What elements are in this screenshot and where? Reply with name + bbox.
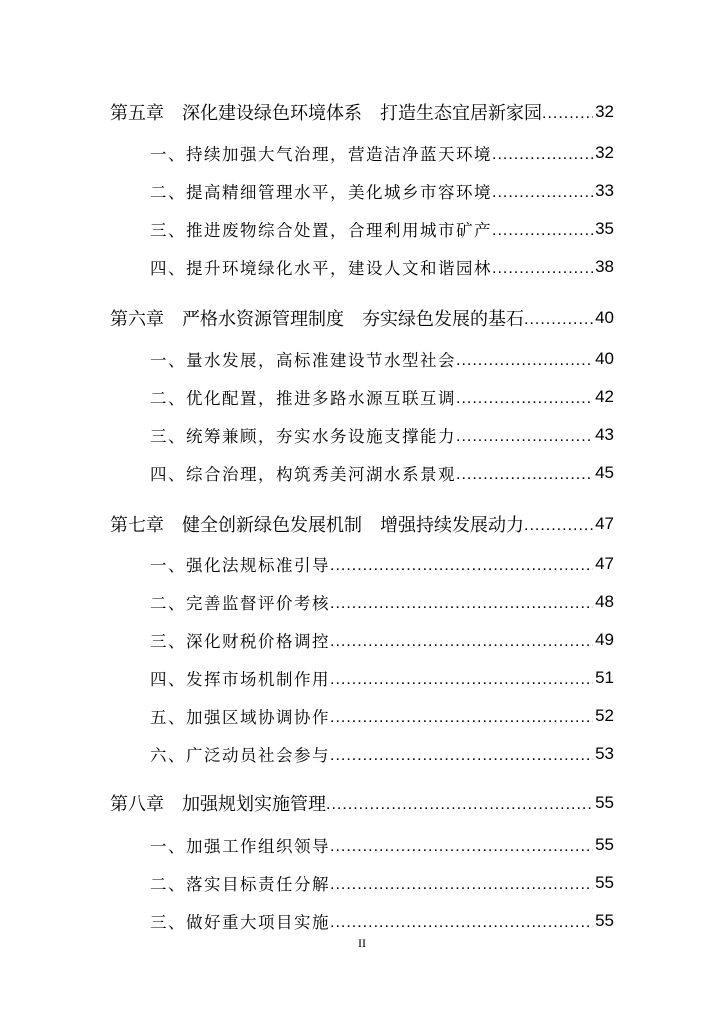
toc-page-number: 51 — [595, 668, 614, 687]
toc-page-number: 40 — [595, 349, 614, 368]
toc-entry-title: 一、持续加强大气治理，营造洁净蓝天环境 — [150, 145, 492, 164]
toc-page-number: 32 — [595, 143, 614, 162]
toc-section[interactable] — [0, 458, 724, 488]
toc-entry-title: 二、落实目标责任分解 — [150, 875, 330, 894]
toc-page-number: 49 — [595, 630, 614, 649]
toc-entry-title: 四、提升环境绿化水平，建设人文和谐园林 — [150, 259, 492, 278]
toc-leader-dots — [542, 102, 593, 122]
toc-section[interactable] — [0, 344, 724, 374]
toc-entry-title: 六、广泛动员社会参与 — [150, 746, 330, 765]
toc-leader-dots — [330, 668, 593, 688]
toc-leader-dots — [524, 308, 593, 328]
toc-leader-dots — [492, 257, 593, 277]
toc-page-number: 45 — [595, 463, 614, 482]
toc-page-number: 33 — [595, 181, 614, 200]
toc-leader-dots — [330, 911, 593, 931]
toc-leader-dots — [330, 873, 593, 893]
toc-section[interactable] — [0, 587, 724, 617]
toc-section[interactable] — [0, 176, 724, 206]
toc-leader-dots — [456, 387, 593, 407]
toc-entry-title: 三、推进废物综合处置，合理利用城市矿产 — [150, 221, 492, 240]
toc-leader-dots — [330, 592, 593, 612]
toc-page-number: 55 — [595, 873, 614, 892]
toc-entry-title: 四、发挥市场机制作用 — [150, 670, 330, 689]
toc-leader-dots — [330, 630, 593, 650]
toc-section[interactable] — [0, 701, 724, 731]
toc-entry-title: 第六章 严格水资源管理制度 夯实绿色发展的基石 — [110, 309, 524, 330]
toc-chapter-7[interactable] — [0, 509, 724, 539]
toc-entry-title: 二、提高精细管理水平，美化城乡市容环境 — [150, 183, 492, 202]
toc-page-number: 52 — [595, 706, 614, 725]
toc-entry-title: 一、加强工作组织领导 — [150, 837, 330, 856]
toc-section[interactable] — [0, 906, 724, 936]
toc-page-number: 55 — [595, 835, 614, 854]
toc-page-number: 32 — [595, 102, 614, 121]
toc-page-number: 48 — [595, 592, 614, 611]
toc-entry-title: 第五章 深化建设绿色环境体系 打造生态宜居新家园 — [110, 103, 542, 124]
toc-page-number: 43 — [595, 425, 614, 444]
toc-entry-title: 第八章 加强规划实施管理 — [110, 794, 326, 815]
toc-leader-dots — [330, 835, 593, 855]
toc-leader-dots — [456, 463, 593, 483]
toc-entry-title: 二、完善监督评价考核 — [150, 594, 330, 613]
toc-chapter-5[interactable] — [0, 97, 724, 127]
toc-section[interactable] — [0, 868, 724, 898]
toc-entry-title: 三、深化财税价格调控 — [150, 632, 330, 651]
toc-section[interactable] — [0, 625, 724, 655]
toc-chapter-6[interactable] — [0, 303, 724, 333]
toc-page-number: 53 — [595, 744, 614, 763]
toc-chapter-8[interactable] — [0, 788, 724, 818]
toc-page-number: 55 — [595, 793, 614, 812]
toc-entry-title: 一、强化法规标准引导 — [150, 556, 330, 575]
toc-leader-dots — [330, 554, 593, 574]
toc-section[interactable] — [0, 549, 724, 579]
toc-section[interactable] — [0, 214, 724, 244]
toc-section[interactable] — [0, 382, 724, 412]
toc-entry-title: 三、做好重大项目实施 — [150, 913, 330, 932]
toc-page-number: 55 — [595, 911, 614, 930]
toc-entry-title: 一、量水发展，高标准建设节水型社会 — [150, 351, 456, 370]
toc-page-number: 47 — [595, 554, 614, 573]
toc-leader-dots — [326, 793, 593, 813]
toc-section[interactable] — [0, 138, 724, 168]
toc-leader-dots — [492, 219, 593, 239]
toc-leader-dots — [456, 349, 593, 369]
toc-leader-dots — [456, 425, 593, 445]
toc-page-number: 35 — [595, 219, 614, 238]
toc-entry-title: 四、综合治理，构筑秀美河湖水系景观 — [150, 465, 456, 484]
toc-entry-title: 三、统筹兼顾，夯实水务设施支撑能力 — [150, 427, 456, 446]
toc-leader-dots — [492, 143, 593, 163]
toc-entry-title: 第七章 健全创新绿色发展机制 增强持续发展动力 — [110, 515, 524, 536]
toc-section[interactable] — [0, 830, 724, 860]
toc-section[interactable] — [0, 420, 724, 450]
toc-section[interactable] — [0, 663, 724, 693]
toc-section[interactable] — [0, 252, 724, 282]
toc-page-number: 38 — [595, 257, 614, 276]
page-footer-number: II — [358, 936, 366, 950]
toc-page-number: 42 — [595, 387, 614, 406]
toc-section[interactable] — [0, 739, 724, 769]
toc-leader-dots — [330, 744, 593, 764]
toc-leader-dots — [492, 181, 593, 201]
toc-page-number: 47 — [595, 514, 614, 533]
toc-page-number: 40 — [595, 308, 614, 327]
toc-leader-dots — [524, 514, 593, 534]
toc-entry-title: 二、优化配置，推进多路水源互联互调 — [150, 389, 456, 408]
toc-leader-dots — [330, 706, 593, 726]
toc-entry-title: 五、加强区域协调协作 — [150, 708, 330, 727]
